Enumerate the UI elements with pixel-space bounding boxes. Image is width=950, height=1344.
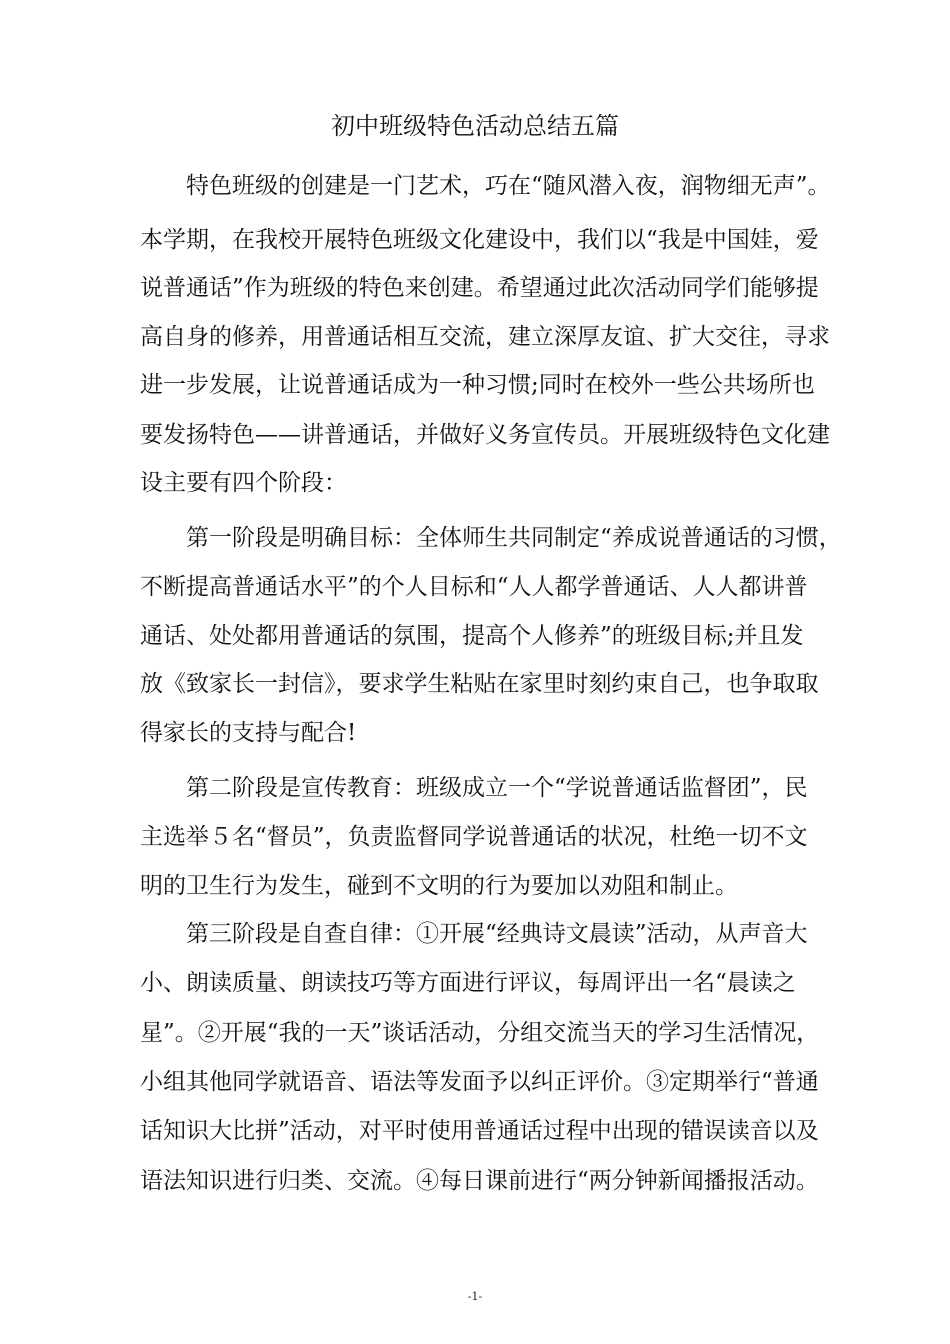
body-line: 第二阶段是宣传教育：班级成立一个“学说普通话监督团”，民 bbox=[186, 775, 808, 801]
body-line: 星”。②开展“我的一天”谈话活动，分组交流当天的学习生活情况， bbox=[140, 1020, 820, 1046]
body-line: 得家长的支持与配合! bbox=[140, 720, 357, 746]
body-line: 第一阶段是明确目标：全体师生共同制定“养成说普通话的习惯， bbox=[186, 525, 842, 551]
body-line: 高自身的修养，用普通话相互交流，建立深厚友谊、扩大交往，寻求 bbox=[140, 324, 830, 350]
body-line: 说普通话”作为班级的特色来创建。希望通过此次活动同学们能够提 bbox=[140, 275, 819, 301]
body-line: 本学期，在我校开展特色班级文化建设中，我们以“我是中国娃，爱 bbox=[140, 227, 819, 253]
body-line: 进一步发展，让说普通话成为一种习惯;同时在校外一些公共场所也 bbox=[140, 372, 815, 398]
body-line: 主选举５名“督员”，负责监督同学说普通话的状况，杜绝一切不文 bbox=[140, 824, 808, 850]
body-line: 话知识大比拼”活动，对平时使用普通话过程中出现的错误读音以及 bbox=[140, 1118, 819, 1144]
body-line: 小组其他同学就语音、语法等发面予以纠正评价。③定期举行“普通 bbox=[140, 1069, 819, 1095]
body-line: 放《致家长一封信》，要求学生粘贴在家里时刻约束自己，也争取取 bbox=[140, 671, 819, 697]
body-line: 特色班级的创建是一门艺术，巧在“随风潜入夜，润物细无声”。 bbox=[186, 173, 831, 199]
body-line: 通话、处处都用普通话的氛围，提高个人修养”的班级目标;并且发 bbox=[140, 623, 804, 649]
body-line: 明的卫生行为发生，碰到不文明的行为要加以劝阻和制止。 bbox=[140, 873, 738, 899]
body-line: 语法知识进行归类、交流。④每日课前进行“两分钟新闻播报活动。 bbox=[140, 1168, 819, 1194]
body-line: 第三阶段是自查自律：①开展“经典诗文晨读”活动，从声音大 bbox=[186, 921, 808, 947]
body-line: 小、朗读质量、朗读技巧等方面进行评议，每周评出一名“晨读之 bbox=[140, 970, 796, 996]
body-line: 设主要有四个阶段： bbox=[140, 470, 347, 496]
body-line: 不断提高普通话水平”的个人目标和“人人都学普通话、人人都讲普 bbox=[140, 574, 808, 600]
page-number: -1- bbox=[467, 1290, 483, 1303]
body-line: 要发扬特色——讲普通话，并做好义务宣传员。开展班级特色文化建 bbox=[140, 422, 830, 448]
document-title: 初中班级特色活动总结五篇 bbox=[331, 112, 619, 140]
